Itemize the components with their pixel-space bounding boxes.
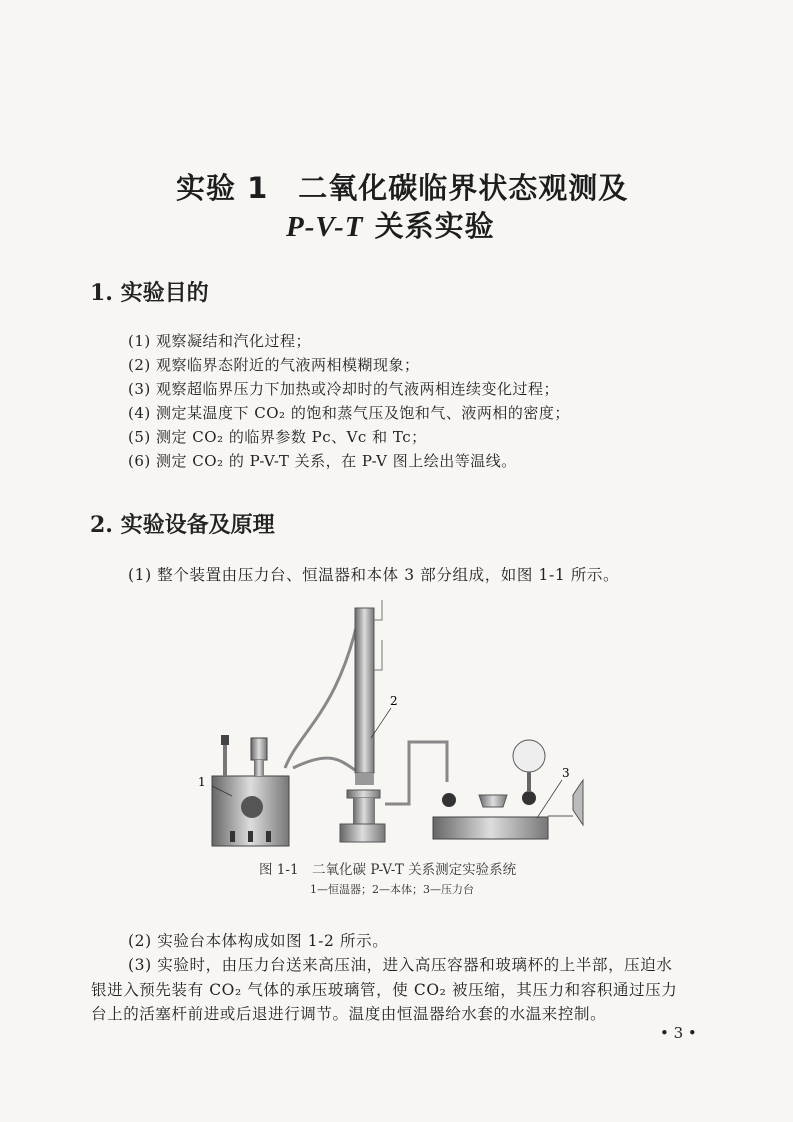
- thermostat: [212, 735, 289, 846]
- list-item: (6) 测定 CO₂ 的 P-V-T 关系，在 P-V 图上绘出等温线。: [128, 452, 517, 470]
- list-item: (5) 测定 CO₂ 的临界参数 Pc、Vc 和 Tc；: [128, 428, 427, 446]
- paragraph: (1) 整个装置由压力台、恒温器和本体 3 部分组成，如图 1-1 所示。: [128, 566, 620, 584]
- figure-legend: 1—恒温器；2—本体；3—压力台: [310, 883, 474, 896]
- paragraph: (2) 实验台本体构成如图 1-2 所示。: [128, 932, 389, 950]
- paragraph: 台上的活塞杆前进或后退进行调节。温度由恒温器给水套的水温来控制。: [91, 1005, 607, 1023]
- title-text2: 关系实验: [363, 209, 495, 243]
- paragraph: (3) 实验时，由压力台送来高压油，进入高压容器和玻璃杯的上半部，压迫水: [128, 956, 673, 974]
- figure-caption: 图 1-1 二氧化碳 P-V-T 关系测定实验系统: [259, 862, 517, 878]
- list-item: (2) 观察临界态附近的气液两相模糊现象；: [128, 356, 420, 374]
- section2-heading: 2. 实验设备及原理: [90, 512, 275, 538]
- experiment-number: 实验 1: [176, 171, 269, 205]
- apparatus-figure: [190, 590, 620, 850]
- title-pvt: P-V-T: [286, 211, 364, 243]
- page-number: • 3 •: [660, 1024, 697, 1042]
- list-item: (1) 观察凝结和汽化过程；: [128, 332, 312, 350]
- list-item: (4) 测定某温度下 CO₂ 的饱和蒸气压及饱和气、液两相的密度；: [128, 404, 570, 422]
- list-item: (3) 观察超临界压力下加热或冷却时的气液两相连续变化过程；: [128, 380, 560, 398]
- title-line1: [176, 166, 628, 207]
- paragraph: 银进入预先装有 CO₂ 气体的承压玻璃管，使 CO₂ 被压缩，其压力和容积通过压力: [91, 981, 678, 999]
- title-line2: [286, 204, 495, 245]
- label-2: 2: [390, 694, 398, 708]
- section1-heading: 1. 实验目的: [90, 280, 209, 306]
- title-text: 二氧化碳临界状态观测及: [298, 171, 629, 205]
- label-3: 3: [562, 766, 570, 780]
- label-1: 1: [198, 775, 206, 789]
- pressure-table: [433, 740, 583, 839]
- main-body: [340, 600, 447, 842]
